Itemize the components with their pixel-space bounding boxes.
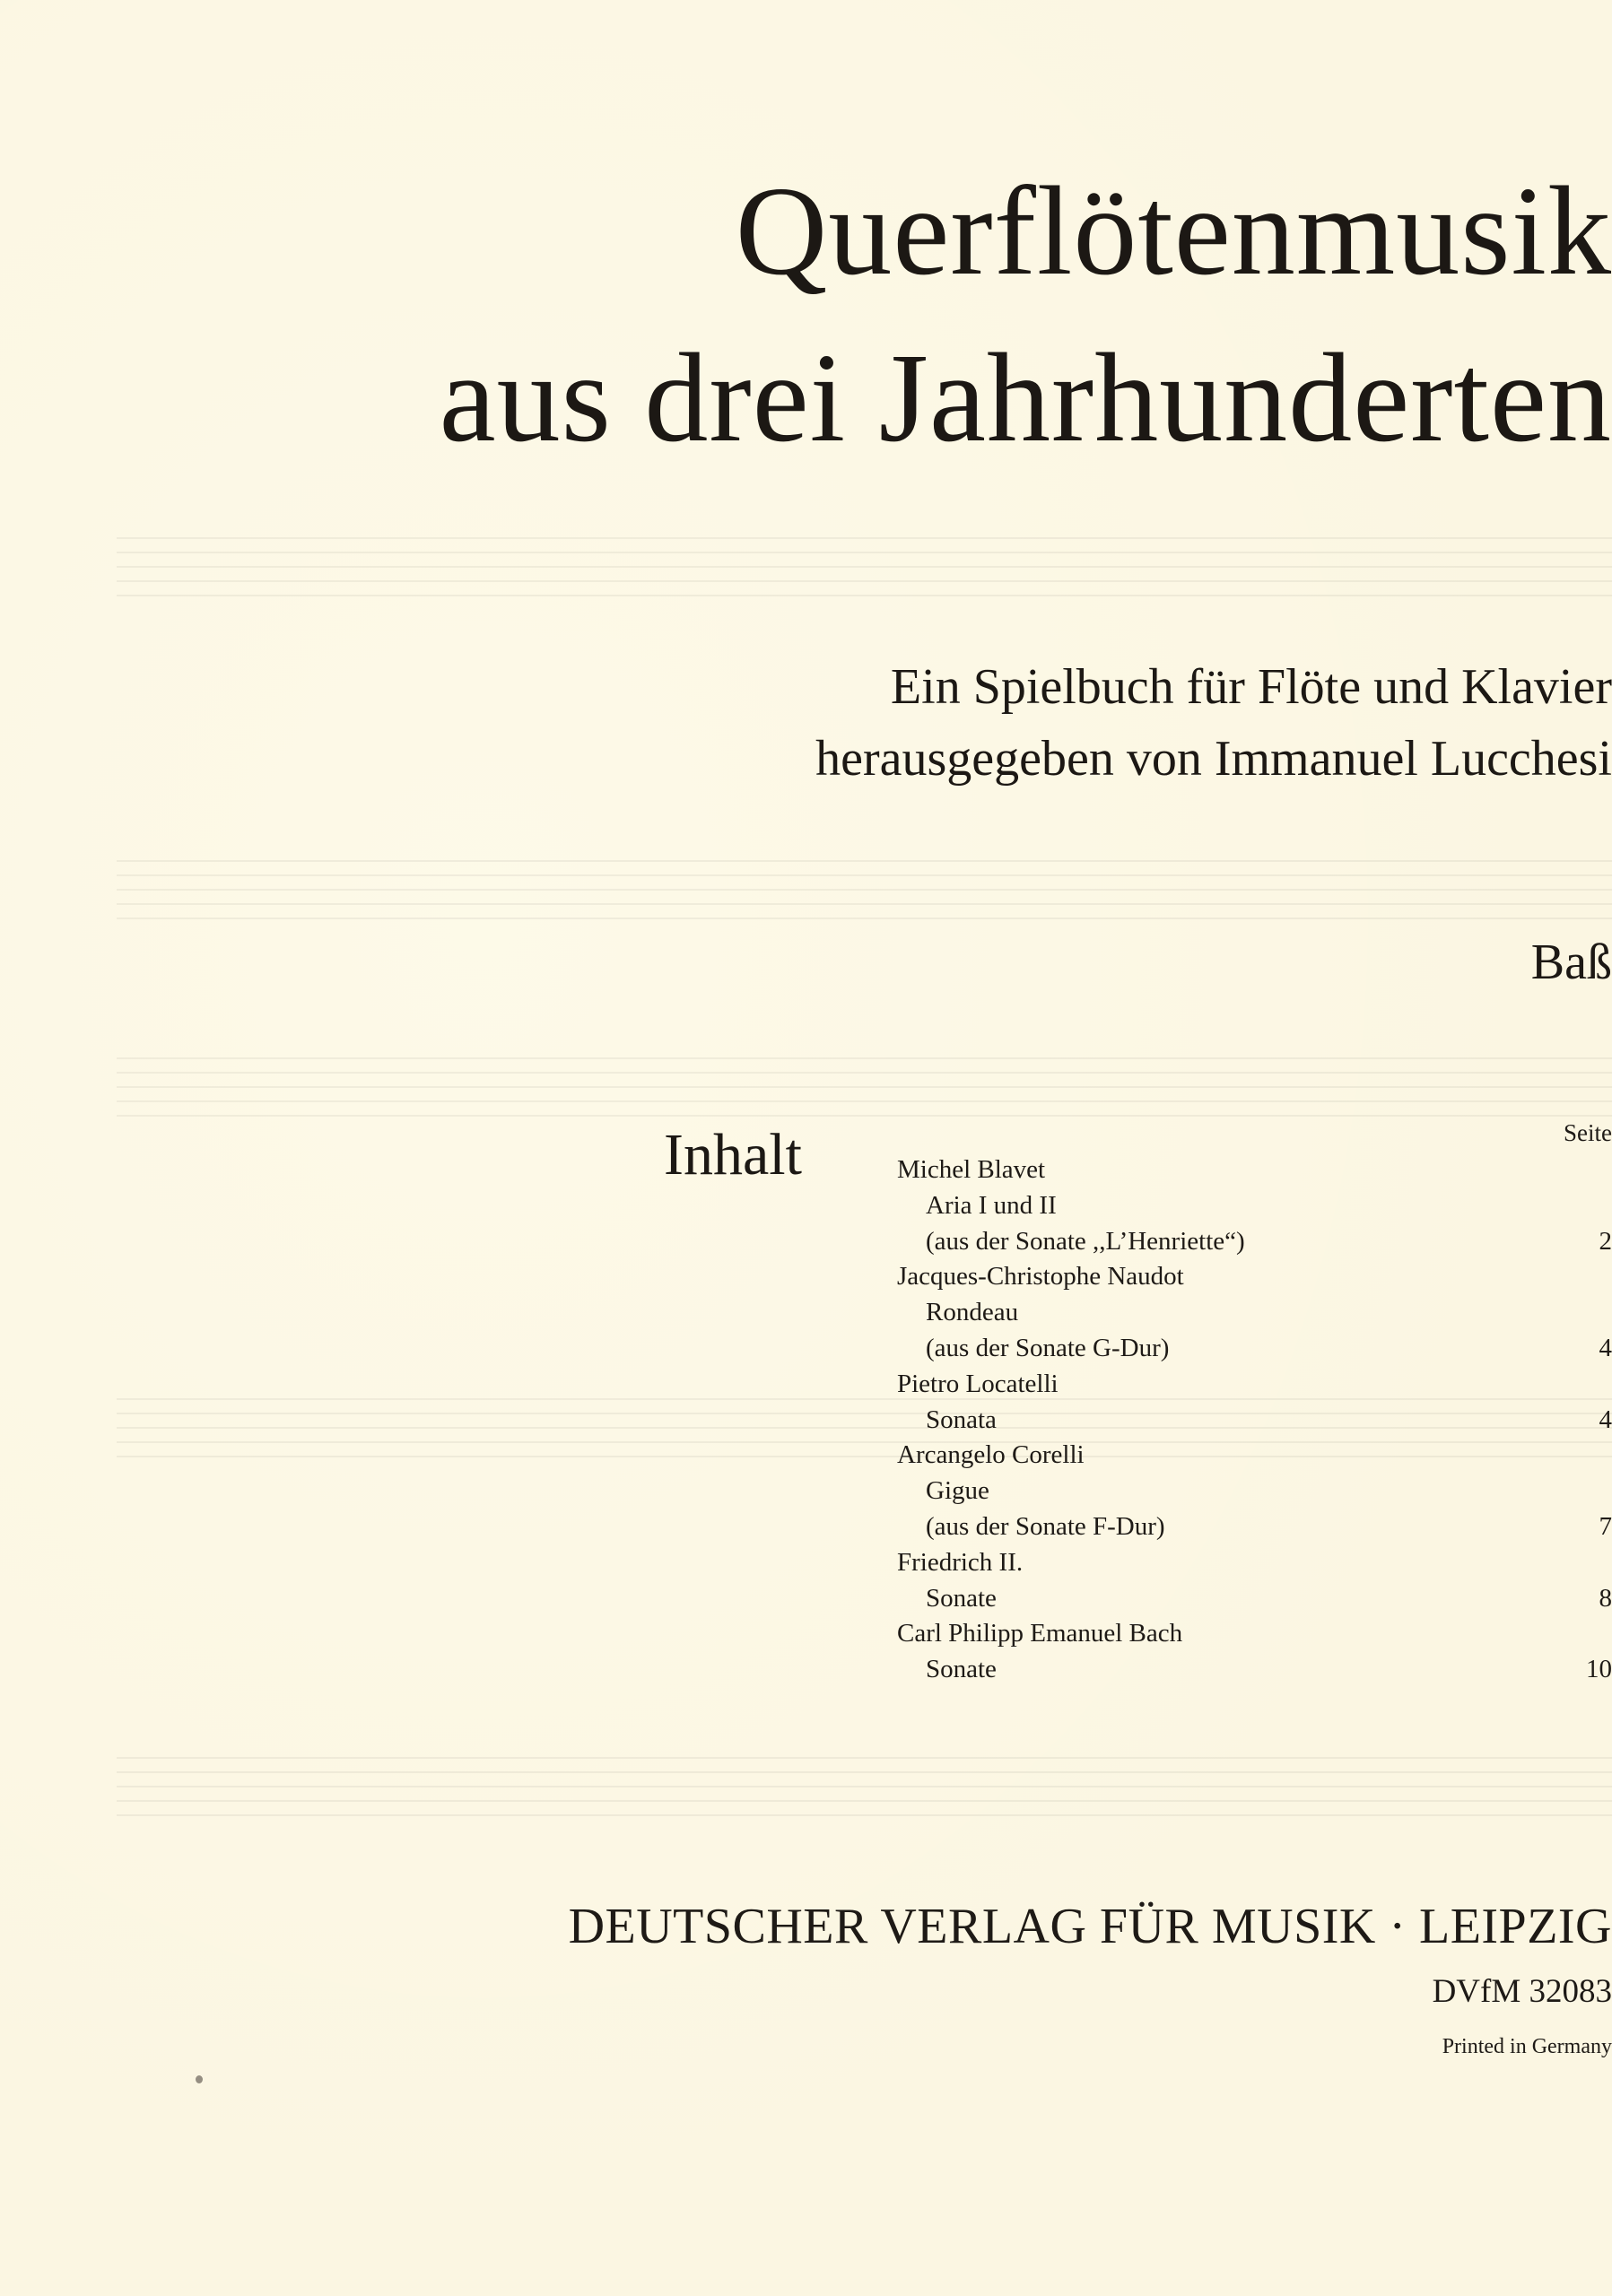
toc-work-title: (aus der Sonate ,,L’Henriette“) xyxy=(926,1226,1245,1256)
publisher-name: DEUTSCHER VERLAG FÜR MUSIK · LEIPZIG xyxy=(568,1899,1612,1954)
toc-page-number: 2 xyxy=(1599,1226,1612,1256)
toc-page-number: 4 xyxy=(1599,1333,1612,1362)
toc-composer-entry xyxy=(897,1259,1612,1295)
toc-work-title: Gigue xyxy=(926,1476,989,1506)
toc-work-entry xyxy=(897,1403,1612,1439)
toc-work-title: Aria I und II xyxy=(926,1190,1057,1220)
toc-work-entry xyxy=(897,1652,1612,1688)
page-column-header: Seite xyxy=(1564,1119,1612,1146)
toc-work-title: Sonata xyxy=(926,1405,997,1434)
toc-composer-entry xyxy=(897,1367,1612,1403)
part-label: Baß xyxy=(1530,935,1612,990)
toc-work-title: Sonate xyxy=(926,1583,997,1613)
toc-work-entry xyxy=(897,1331,1612,1367)
toc-work-entry xyxy=(897,1295,1612,1331)
toc-work-entry xyxy=(897,1188,1612,1224)
paper-speck xyxy=(196,2075,203,2083)
title-line-1: Querflötenmusik xyxy=(735,160,1612,301)
contents-heading: Inhalt xyxy=(664,1122,802,1187)
toc-work-title: (aus der Sonate G-Dur) xyxy=(926,1333,1170,1362)
toc-page-number: 4 xyxy=(1599,1405,1612,1434)
toc-page-number: 8 xyxy=(1599,1583,1612,1613)
table-of-contents xyxy=(897,1152,1612,1688)
toc-composer-entry xyxy=(897,1616,1612,1652)
toc-composer-entry xyxy=(897,1545,1612,1581)
subtitle-line-2: herausgegeben von Immanuel Lucchesi xyxy=(815,731,1612,787)
toc-work-entry xyxy=(897,1581,1612,1617)
toc-composer-name: Pietro Locatelli xyxy=(897,1369,1059,1398)
toc-composer-name: Jacques-Christophe Naudot xyxy=(897,1262,1184,1292)
toc-composer-entry xyxy=(897,1438,1612,1474)
printed-in-note: Printed in Germany xyxy=(1442,2035,1612,2058)
toc-page-number: 10 xyxy=(1586,1655,1612,1684)
toc-work-title: Rondeau xyxy=(926,1298,1019,1327)
toc-composer-name: Friedrich II. xyxy=(897,1547,1024,1577)
toc-page-number: 7 xyxy=(1599,1511,1612,1541)
title-line-2: aus drei Jahrhunderten xyxy=(439,326,1612,468)
toc-work-title: (aus der Sonate F-Dur) xyxy=(926,1511,1165,1541)
catalog-number: DVfM 32083 xyxy=(1432,1973,1612,2010)
subtitle-line-1: Ein Spielbuch für Flöte und Klavier xyxy=(890,659,1612,715)
toc-work-entry xyxy=(897,1509,1612,1545)
toc-composer-name: Arcangelo Corelli xyxy=(897,1440,1085,1470)
toc-composer-name: Carl Philipp Emanuel Bach xyxy=(897,1619,1183,1648)
toc-work-title: Sonate xyxy=(926,1655,997,1684)
toc-composer-entry xyxy=(897,1152,1612,1188)
toc-work-entry xyxy=(897,1224,1612,1260)
toc-composer-name: Michel Blavet xyxy=(897,1155,1046,1184)
toc-work-entry xyxy=(897,1474,1612,1509)
